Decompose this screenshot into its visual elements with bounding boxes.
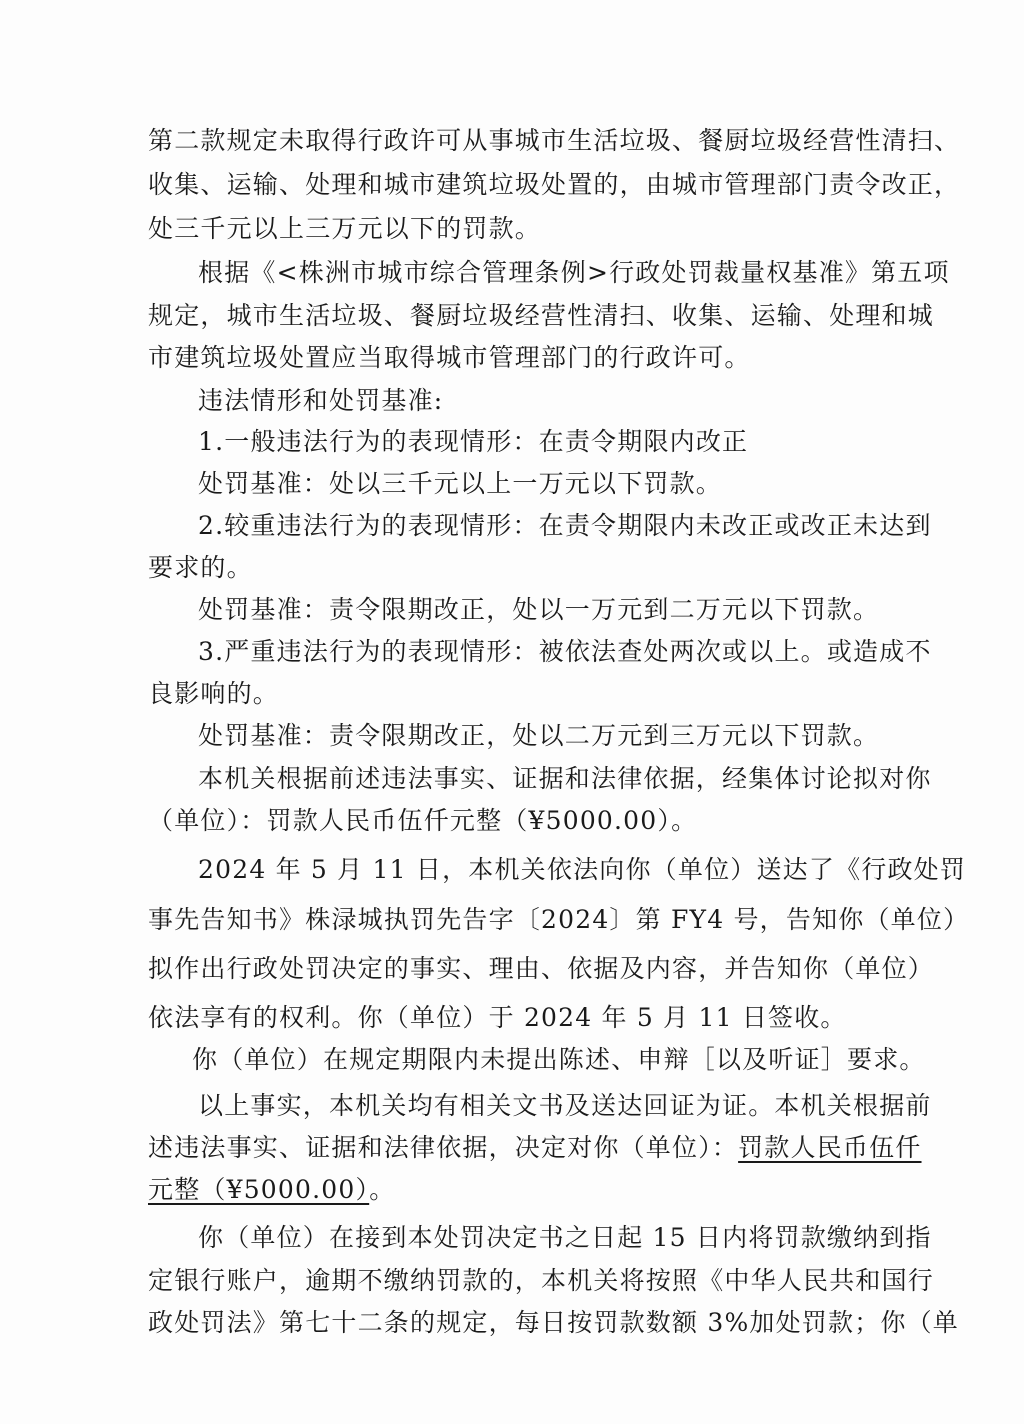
text-line: 规定，城市生活垃圾、餐厨垃圾经营性清扫、收集、运输、处理和城 xyxy=(148,301,935,330)
text-line: 处三千元以上三万元以下的罚款。 xyxy=(148,214,542,243)
text-line: 1.一般违法行为的表现情形：在责令期限内改正 xyxy=(198,427,749,456)
text-segment: 。 xyxy=(369,1175,396,1204)
text-segment: 述违法事实、证据和法律依据，决定对你（单位）： xyxy=(148,1133,739,1162)
text-line: 你（单位）在接到本处罚决定书之日起 15 日内将罚款缴纳到指 xyxy=(198,1223,932,1252)
text-line: 良影响的。 xyxy=(148,679,280,708)
text-line: 市建筑垃圾处置应当取得城市管理部门的行政许可。 xyxy=(148,343,751,372)
text-line: 以上事实，本机关均有相关文书及送达回证为证。本机关根据前 xyxy=(198,1091,932,1120)
text-line: 你（单位）在规定期限内未提出陈述、申辩［以及听证］要求。 xyxy=(192,1045,926,1074)
text-line: （单位）：罚款人民币伍仟元整（¥5000.00）。 xyxy=(148,806,698,835)
text-line: 根据《<株洲市城市综合管理条例>行政处罚裁量权基准》第五项 xyxy=(198,258,950,287)
text-line: 第二款规定未取得行政许可从事城市生活垃圾、餐厨垃圾经营性清扫、 xyxy=(148,126,961,155)
text-line: 2024 年 5 月 11 日，本机关依法向你（单位）送达了《行政处罚 xyxy=(198,855,967,884)
penalty-amount-underlined: 元整（¥5000.00） xyxy=(148,1175,370,1204)
text-line: 本机关根据前述违法事实、证据和法律依据，经集体讨论拟对你 xyxy=(198,764,932,793)
text-line: 政处罚法》第七十二条的规定，每日按罚款数额 3%加处罚款；你（单 xyxy=(148,1308,960,1337)
text-line: 拟作出行政处罚决定的事实、理由、依据及内容，并告知你（单位） xyxy=(148,954,935,983)
text-line xyxy=(0,1173,1024,1207)
text-line: 要求的。 xyxy=(148,553,253,582)
text-line: 定银行账户，逾期不缴纳罚款的，本机关将按照《中华人民共和国行 xyxy=(148,1266,935,1295)
text-line: 收集、运输、处理和城市建筑垃圾处置的，由城市管理部门责令改正， xyxy=(148,170,961,199)
text-line: 处罚基准：责令限期改正，处以一万元到二万元以下罚款。 xyxy=(198,595,880,624)
text-line: 处罚基准：处以三千元以上一万元以下罚款。 xyxy=(198,469,723,498)
penalty-amount-underlined: 罚款人民币伍仟 xyxy=(738,1133,922,1162)
text-line: 违法情形和处罚基准: xyxy=(198,386,444,415)
text-line: 事先告知书》株渌城执罚先告字〔2024〕第 FY4 号，告知你（单位） xyxy=(148,905,970,934)
text-line: 3.严重违法行为的表现情形：被依法查处两次或以上。或造成不 xyxy=(198,637,932,666)
text-line: 依法享有的权利。你（单位）于 2024 年 5 月 11 日签收。 xyxy=(148,1003,847,1032)
text-line xyxy=(0,1131,1024,1165)
text-line: 处罚基准：责令限期改正，处以二万元到三万元以下罚款。 xyxy=(198,721,880,750)
text-line: 2.较重违法行为的表现情形：在责令期限内未改正或改正未达到 xyxy=(198,511,932,540)
